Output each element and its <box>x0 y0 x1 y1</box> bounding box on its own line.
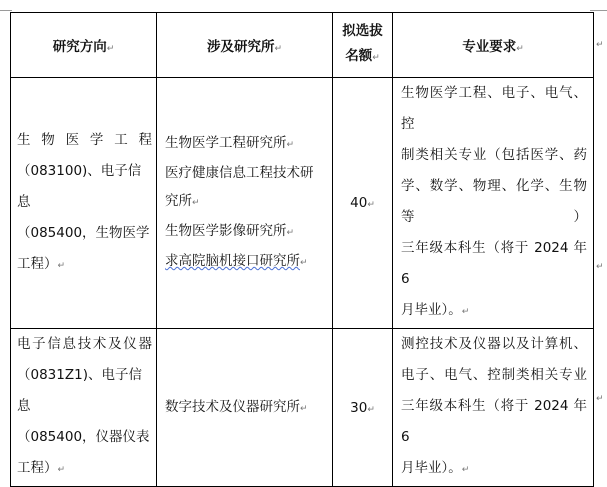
paragraph-mark: ↵ <box>274 44 283 54</box>
paragraph-mark: ↵ <box>461 465 470 475</box>
paragraph-mark: ↵ <box>286 140 295 150</box>
header-quota <box>333 13 393 78</box>
institute-line: 数字技术及仪器研究所 <box>165 398 300 415</box>
table-row <box>11 78 594 329</box>
requirement-line: 月毕业）。 <box>401 460 462 476</box>
paragraph-mark: ↵ <box>461 307 470 317</box>
requirement-line: 测控技术及仪器以及计算机、 <box>401 336 587 352</box>
requirement-line: 生物医学工程、电子、电气、控 <box>401 85 587 132</box>
direction-line: （083100)、电子信息 <box>17 162 142 210</box>
cell-institutes <box>157 329 333 487</box>
direction-line: 工程） <box>17 460 58 476</box>
quota-value: 30 <box>350 399 368 416</box>
paragraph-mark: ↵ <box>367 200 375 210</box>
paragraph-mark: ↵ <box>300 258 308 268</box>
direction-line: 电子信息技术及仪器 <box>17 336 152 352</box>
cell-institutes <box>157 78 333 329</box>
margin-corner-mark-left <box>0 10 12 11</box>
table-header-row <box>11 13 594 78</box>
header-quota-line1: 拟选拔 <box>342 23 383 39</box>
institute-line: 医疗健康信息工程技术研 <box>165 165 314 181</box>
margin-corner-mark-right <box>590 10 607 11</box>
paragraph-mark: ↵ <box>367 404 375 415</box>
paragraph-mark: ↵ <box>192 198 200 208</box>
cell-requirement <box>393 78 594 329</box>
row-end-mark: ↵ <box>596 262 604 272</box>
requirement-line: 三年级本科生（将于 2024 年 6 <box>401 398 587 445</box>
institute-line: 求高院脑机接口研究所 <box>165 253 300 269</box>
header-requirement-text: 专业要求 <box>462 39 517 55</box>
cell-research-direction <box>11 78 157 329</box>
header-research-direction-text: 研究方向 <box>52 39 107 55</box>
header-quota-text <box>342 19 383 71</box>
paragraph-mark: ↵ <box>106 44 115 54</box>
institute-line: 生物医学影像研究所 <box>165 223 287 239</box>
recruitment-requirements-table <box>10 12 594 487</box>
cell-quota <box>333 329 393 487</box>
paragraph-mark: ↵ <box>300 403 308 414</box>
institute-line: 生物医学工程研究所 <box>165 135 287 151</box>
table-row <box>11 329 594 487</box>
header-quota-line2 <box>342 44 383 71</box>
institute-line: 究所 <box>165 193 192 209</box>
requirement-line: 电子、电气、控制类相关专业 <box>401 367 587 383</box>
header-quota-line2-text: 名额 <box>345 48 373 64</box>
header-research-direction <box>11 13 157 78</box>
paragraph-mark: ↵ <box>286 228 295 238</box>
direction-line: （085400，生物医学 <box>17 224 150 241</box>
direction-line: （085400，仪器仪表 <box>17 429 150 445</box>
cell-requirement <box>393 329 594 487</box>
row-end-mark: ↵ <box>596 394 604 404</box>
paragraph-mark: ↵ <box>516 44 524 54</box>
header-institute-text: 涉及研究所 <box>206 39 275 55</box>
direction-line: 生 物 医 学 工 程 <box>17 131 152 148</box>
cell-research-direction <box>11 329 157 487</box>
requirement-line: 制类相关专业（包括医学、药 <box>401 147 587 163</box>
cell-quota <box>333 78 393 329</box>
paragraph-mark: ↵ <box>57 260 66 271</box>
requirement-line: 月毕业）。 <box>401 302 462 318</box>
direction-line: （0831Z1)、电子信息 <box>17 367 142 414</box>
header-requirement <box>393 13 594 78</box>
requirement-line: 三年级本科生（将于 2024 年 6 <box>401 240 587 287</box>
paragraph-mark: ↵ <box>57 465 66 475</box>
header-institute <box>157 13 333 78</box>
quota-value: 40 <box>350 195 368 211</box>
requirement-line: 学、数学、物理、化学、生物等） <box>401 178 587 225</box>
direction-line: 工程） <box>17 255 58 272</box>
paragraph-mark: ↵ <box>372 53 380 63</box>
row-end-mark: ↵ <box>596 40 604 50</box>
